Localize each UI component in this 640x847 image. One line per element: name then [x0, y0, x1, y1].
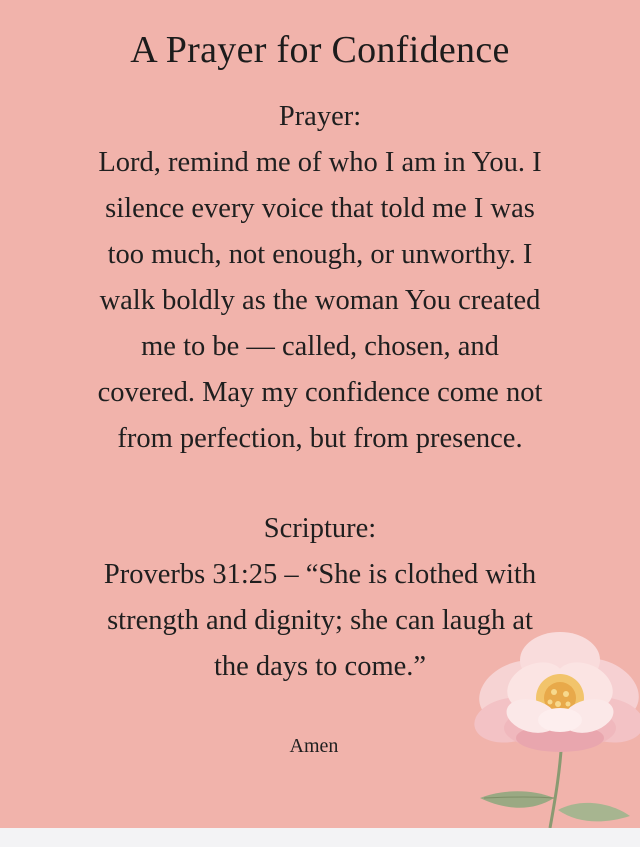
scripture-line: strength and dignity; she can laugh at	[107, 605, 533, 636]
page-title: A Prayer for Confidence	[130, 29, 510, 71]
prayer-line: walk boldly as the woman You created	[99, 285, 541, 316]
scripture-line: Proverbs 31:25 – “She is clothed with	[103, 559, 537, 590]
peony-flower-icon	[470, 620, 640, 828]
prayer-line: silence every voice that told me I was	[105, 193, 535, 224]
scripture-heading: Scripture:	[263, 513, 377, 544]
bottom-strip	[0, 828, 640, 847]
prayer-line: covered. May my confidence come not	[97, 377, 543, 408]
prayer-line: Lord, remind me of who I am in You. I	[98, 147, 542, 178]
scripture-line: the days to come.”	[213, 651, 427, 682]
closing-amen: Amen	[289, 735, 339, 757]
prayer-line: me to be — called, chosen, and	[141, 331, 499, 362]
prayer-section	[40, 94, 600, 462]
prayer-line: too much, not enough, or unworthy. I	[107, 239, 533, 270]
prayer-heading: Prayer:	[278, 101, 362, 132]
prayer-line: from perfection, but from presence.	[117, 423, 523, 454]
